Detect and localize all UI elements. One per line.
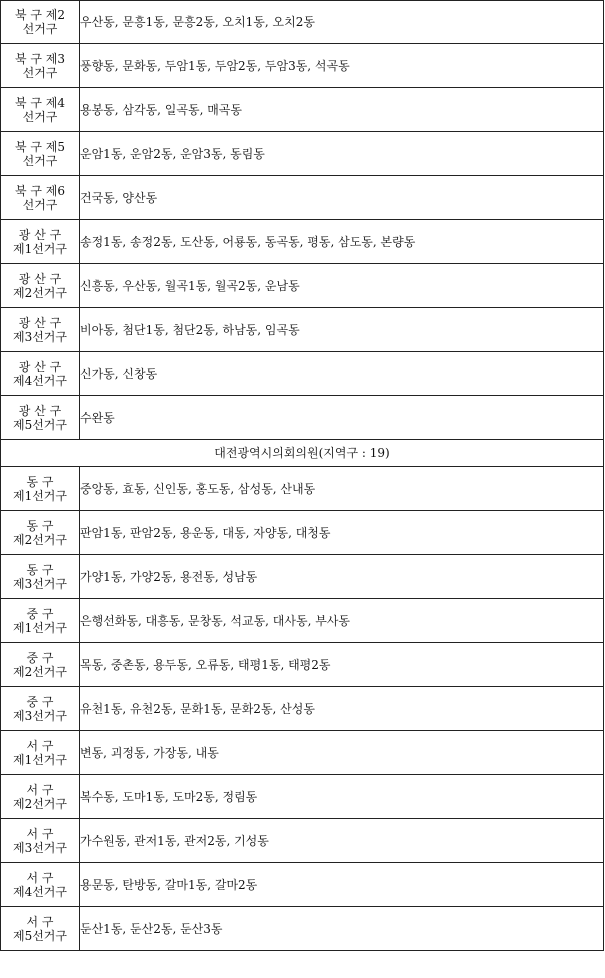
district-name-line1: 광 산 구 — [18, 359, 62, 374]
table-row — [1, 907, 604, 951]
district-name-line1: 서 구 — [26, 738, 54, 753]
district-name-line1: 북 구 제3 — [14, 51, 66, 66]
district-name-line1: 광 산 구 — [18, 403, 62, 418]
district-name-cell — [1, 907, 80, 951]
district-areas: 중앙동, 효동, 신인동, 홍도동, 삼성동, 산내동 — [80, 467, 604, 511]
district-name-line1: 서 구 — [26, 914, 54, 929]
district-name-cell — [1, 687, 80, 731]
district-areas: 복수동, 도마1동, 도마2동, 정림동 — [80, 775, 604, 819]
district-areas: 가수원동, 관저1동, 관저2동, 기성동 — [80, 819, 604, 863]
district-name-cell — [1, 731, 80, 775]
district-areas: 목동, 중촌동, 용두동, 오류동, 태평1동, 태평2동 — [80, 643, 604, 687]
table-row — [1, 819, 604, 863]
table-row — [1, 396, 604, 440]
district-name-cell — [1, 775, 80, 819]
district-name-cell — [1, 132, 80, 176]
district-areas: 비아동, 첨단1동, 첨단2동, 하남동, 임곡동 — [80, 308, 604, 352]
district-name-line2: 제3선거구 — [12, 576, 67, 591]
district-areas: 풍향동, 문화동, 두암1동, 두암2동, 두암3동, 석곡동 — [80, 44, 604, 88]
section-header-row — [1, 440, 604, 467]
district-areas: 은행선화동, 대흥동, 문창동, 석교동, 대사동, 부사동 — [80, 599, 604, 643]
table-row — [1, 308, 604, 352]
district-name-line2: 제2선거구 — [12, 796, 67, 811]
district-name-line2: 선거구 — [22, 22, 58, 36]
table-row — [1, 352, 604, 396]
district-name-cell — [1, 44, 80, 88]
district-name-line2: 제5선거구 — [12, 928, 67, 943]
district-name-line2: 제1선거구 — [12, 752, 67, 767]
district-name-cell — [1, 599, 80, 643]
table-row — [1, 599, 604, 643]
district-areas: 유천1동, 유천2동, 문화1동, 문화2동, 산성동 — [80, 687, 604, 731]
district-name-line2: 제3선거구 — [12, 329, 67, 344]
table-row — [1, 220, 604, 264]
district-name-line1: 서 구 — [26, 870, 54, 885]
district-name-line1: 광 산 구 — [18, 315, 62, 330]
district-areas: 우산동, 문흥1동, 문흥2동, 오치1동, 오치2동 — [80, 1, 604, 44]
district-name-cell — [1, 643, 80, 687]
table-row — [1, 132, 604, 176]
district-areas: 둔산1동, 둔산2동, 둔산3동 — [80, 907, 604, 951]
district-name-line2: 제5선거구 — [12, 417, 67, 432]
district-areas: 용봉동, 삼각동, 일곡동, 매곡동 — [80, 88, 604, 132]
district-name-line1: 중 구 — [26, 694, 54, 709]
district-name-cell — [1, 555, 80, 599]
district-name-cell — [1, 467, 80, 511]
table-row — [1, 555, 604, 599]
table-row — [1, 687, 604, 731]
district-name-line2: 제3선거구 — [12, 840, 67, 855]
district-name-line1: 광 산 구 — [18, 271, 62, 286]
district-name-cell — [1, 511, 80, 555]
district-name-line1: 서 구 — [26, 826, 54, 841]
district-areas: 운암1동, 운암2동, 운암3동, 동림동 — [80, 132, 604, 176]
district-name-line2: 제4선거구 — [12, 373, 67, 388]
district-name-cell — [1, 863, 80, 907]
district-name-line1: 동 구 — [26, 474, 54, 489]
district-name-line2: 선거구 — [22, 197, 58, 212]
table-row — [1, 863, 604, 907]
table-row — [1, 44, 604, 88]
table-row — [1, 511, 604, 555]
district-name-line2: 선거구 — [22, 153, 58, 168]
district-areas: 용문동, 탄방동, 갈마1동, 갈마2동 — [80, 863, 604, 907]
district-name-cell — [1, 1, 80, 44]
district-name-cell — [1, 396, 80, 440]
table-row — [1, 88, 604, 132]
district-areas: 신가동, 신창동 — [80, 352, 604, 396]
district-name-cell — [1, 308, 80, 352]
district-areas: 수완동 — [80, 396, 604, 440]
district-name-line2: 제1선거구 — [12, 620, 67, 635]
district-name-line1: 광 산 구 — [18, 227, 62, 242]
district-name-line2: 제4선거구 — [12, 884, 67, 899]
district-name-line1: 서 구 — [26, 782, 54, 797]
district-areas: 판암1동, 판암2동, 용운동, 대동, 자양동, 대청동 — [80, 511, 604, 555]
district-name-cell — [1, 819, 80, 863]
district-areas: 변동, 괴정동, 가장동, 내동 — [80, 731, 604, 775]
district-areas: 신흥동, 우산동, 월곡1동, 월곡2동, 운남동 — [80, 264, 604, 308]
district-name-line1: 중 구 — [26, 606, 54, 621]
district-name-line2: 선거구 — [22, 109, 58, 124]
district-name-line1: 동 구 — [26, 518, 54, 533]
district-name-line2: 제2선거구 — [12, 285, 67, 300]
district-name-line1: 북 구 제5 — [14, 139, 66, 154]
district-name-line2: 제3선거구 — [12, 708, 67, 723]
table-row — [1, 264, 604, 308]
district-name-line1: 동 구 — [26, 562, 54, 577]
table-row — [1, 176, 604, 220]
district-areas: 가양1동, 가양2동, 용전동, 성남동 — [80, 555, 604, 599]
district-name-line2: 제2선거구 — [12, 664, 67, 679]
district-name-cell — [1, 220, 80, 264]
district-name-line2: 선거구 — [22, 65, 58, 80]
district-name-line1: 북 구 제2 — [14, 8, 66, 22]
district-name-cell — [1, 352, 80, 396]
table-row — [1, 643, 604, 687]
table-row — [1, 775, 604, 819]
district-name-line2: 제1선거구 — [12, 241, 67, 256]
district-areas: 송정1동, 송정2동, 도산동, 어룡동, 동곡동, 평동, 삼도동, 본량동 — [80, 220, 604, 264]
district-name-line1: 중 구 — [26, 650, 54, 665]
district-name-cell — [1, 176, 80, 220]
table-row — [1, 467, 604, 511]
district-name-line2: 제2선거구 — [12, 532, 67, 547]
district-name-cell — [1, 264, 80, 308]
district-name-line1: 북 구 제6 — [14, 183, 66, 198]
table-row — [1, 731, 604, 775]
district-name-line1: 북 구 제4 — [14, 95, 66, 110]
table-row — [1, 1, 604, 44]
section-header: 대전광역시의회의원(지역구 : 19) — [1, 440, 604, 467]
district-name-cell — [1, 88, 80, 132]
district-name-line2: 제1선거구 — [12, 488, 67, 503]
district-areas: 건국동, 양산동 — [80, 176, 604, 220]
